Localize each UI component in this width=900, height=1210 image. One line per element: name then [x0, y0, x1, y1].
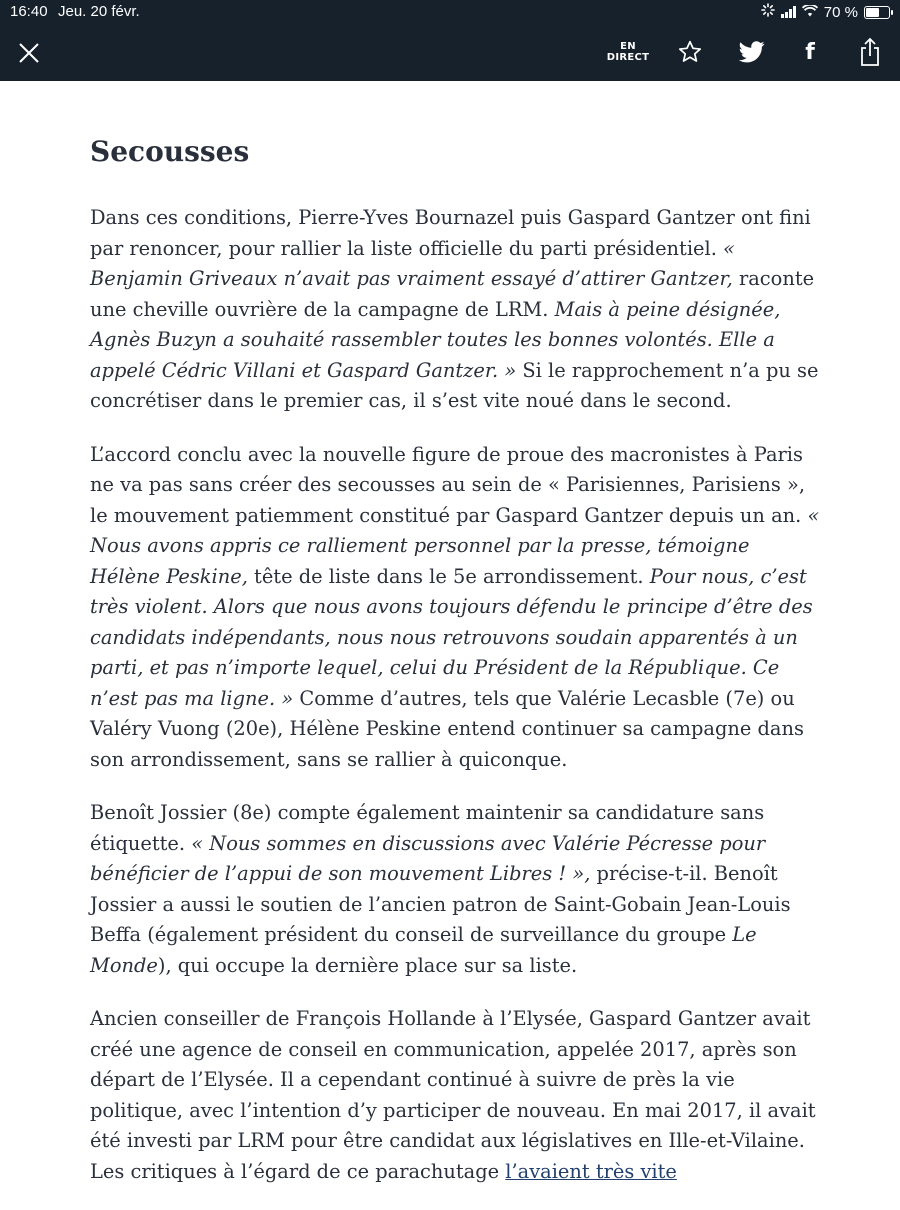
paragraph-text: Dans ces conditions, Pierre-Yves Bournazel puis Gaspard Gantzer ont fini par renoncer, pour rallier la liste officielle du parti présidentiel. — [90, 206, 811, 260]
share-icon — [858, 37, 882, 67]
article-link[interactable]: l’avaient très vite — [505, 1159, 677, 1183]
battery-text: 70 % — [823, 3, 858, 21]
section-heading: Secousses — [90, 135, 250, 168]
status-bar — [0, 0, 900, 24]
quote-text: « Benjamin Griveaux n’avait pas vraiment essayé d’attirer Gantzer, — [90, 236, 735, 290]
live-label-line1: EN — [620, 41, 636, 52]
favorite-button[interactable] — [674, 36, 706, 68]
paragraph-text: Comme d’autres, tels que Valérie Lecasble (7e) ou Valéry Vuong (20e), Hélène Peskine entend continuer sa campagne dans son arrondissement, sans se rallier à quiconque. — [90, 686, 804, 771]
paragraph-text: Ancien conseiller de François Hollande à l’Elysée, Gaspard Gantzer avait créé une agence de conseil en communication, appelée 2017, après son départ de l’Elysée. Il a cependant continué à suivre de près la vie politique, avec l’intention d’y participer de nouveau. En mai 2017, il avait été investi par LRM pour être candidat aux législatives en Ille-et-Vilaine. Les critiques à l’égard de ce parachutage — [90, 1007, 816, 1183]
twitter-share-button[interactable] — [736, 36, 768, 68]
close-button[interactable] — [16, 40, 42, 66]
star-icon — [677, 39, 703, 65]
close-icon — [16, 40, 42, 66]
facebook-icon: f — [805, 39, 815, 65]
status-date: Jeu. 20 févr. — [58, 3, 140, 20]
twitter-icon — [739, 41, 765, 63]
share-button[interactable] — [854, 36, 886, 68]
facebook-share-button[interactable] — [796, 36, 824, 68]
status-time: 16:40 — [10, 3, 48, 20]
paragraph-text: précise-t-il. Benoît Jossier a aussi le soutien de l’ancien patron de Saint-Gobain Jean-Louis Beffa (également président du conseil de surveillance du groupe — [90, 862, 791, 946]
article-paragraph — [90, 1004, 820, 1187]
quote-text: « Nous avons appris ce ralliement personnel par la presse, témoigne Hélène Peskine, — [90, 503, 820, 588]
loading-icon — [761, 3, 775, 21]
quote-text: « Nous sommes en discussions avec Valérie Pécresse pour bénéficier de l’appui de son mouvement Libres ! », — [90, 831, 766, 885]
wifi-icon — [802, 4, 818, 21]
live-button[interactable] — [606, 36, 650, 68]
paragraph-text: tête de liste dans le 5e arrondissement. — [247, 564, 650, 588]
article-paragraph — [90, 798, 820, 981]
quote-text: Pour nous, c’est très violent. Alors que nous avons toujours défendu le principe d’être des candidats indépendants, nous nous retrouvons soudain apparentés à un parti, et pas n’importe lequel, celui du Président de la République. Ce n’est pas ma ligne. » — [90, 564, 813, 710]
battery-fill — [866, 8, 879, 17]
article-paragraph — [90, 440, 820, 776]
paragraph-text: Benoît Jossier (8e) compte également maintenir sa candidature sans étiquette. — [90, 801, 765, 855]
status-indicators — [761, 3, 890, 21]
top-toolbar — [0, 0, 900, 81]
battery-icon — [864, 6, 890, 19]
paragraph-text: ), qui occupe la dernière place sur sa liste. — [157, 953, 578, 977]
publication-name: Le Monde — [90, 923, 757, 977]
article-body — [90, 132, 820, 1210]
paragraph-text: Si le rapprochement n’a pu se concrétiser dans le premier cas, il s’est vite noué dans le second. — [90, 358, 819, 412]
paragraph-text: L’accord conclu avec la nouvelle figure de proue des macronistes à Paris ne va pas sans créer des secousses au sein de « Parisiennes, Parisiens », le mouvement patiemment constitué par Gaspard Gantzer depuis un an. — [90, 442, 808, 527]
paragraph-text: raconte une cheville ouvrière de la campagne de LRM. — [90, 267, 815, 321]
cellular-signal-icon — [781, 6, 796, 18]
quote-text: Mais à peine désignée, Agnès Buzyn a souhaité rassembler toutes les bonnes volontés. Elle a appelé Cédric Villani et Gaspard Gantzer. » — [90, 297, 781, 382]
article-paragraph — [90, 203, 820, 417]
live-label-line2: DIRECT — [606, 52, 650, 63]
